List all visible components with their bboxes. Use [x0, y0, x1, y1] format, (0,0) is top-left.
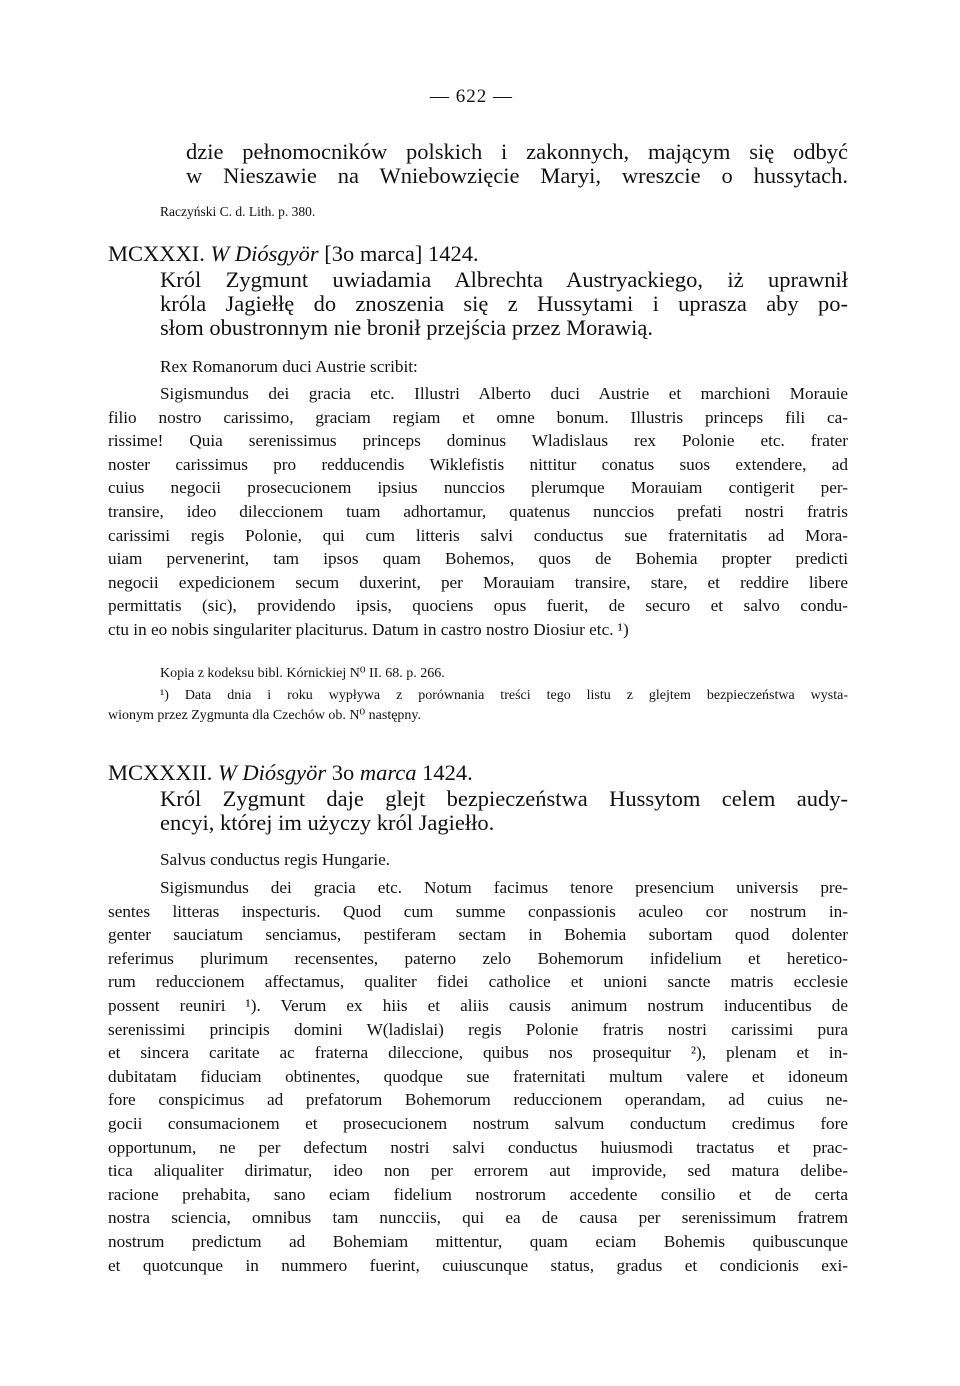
doc2-year: 1424.	[422, 760, 473, 785]
doc2-heading	[108, 761, 473, 785]
doc2-text-line: sentes litteras inspecturis. Quod cum summe conpassionis aculeo cor nostrum in-	[108, 901, 848, 921]
page-number: — 622 —	[430, 86, 513, 107]
doc1-text	[108, 382, 848, 642]
doc2-date: 3o	[331, 760, 355, 785]
doc1-text-line: noster carissimus pro redducendis Wiklefistis nittitur conatus suos extendere, ad	[108, 454, 848, 474]
footnote-line: ¹) Data dnia i roku wypływa z porównania treści tego listu z glejtem bezpieczeństwa wysta-	[160, 688, 848, 703]
doc2-text-line: referimus plurimum recensentes, paterno zelo Bohemorum infidelium et heretico-	[108, 948, 848, 968]
doc1-footnote	[108, 686, 848, 726]
doc2-summary	[160, 787, 848, 835]
doc2-text-line: genter sauciatum senciamus, pestiferam sectam in Bohemia subortam quod dolenter	[108, 925, 848, 945]
doc1-text-line: carissimi regis Polonie, qui cum litteris salvi conductus sue fraternitatis ad Mora-	[108, 525, 848, 545]
doc2-text-line: tica aliqualiter dirimatur, ideo non per errorem aut improvide, sed matura delibe-	[108, 1161, 848, 1181]
doc2-summary-line: encyi, której im użyczy król Jagiełło.	[160, 810, 495, 835]
doc2-summary-line: Król Zygmunt daje glejt bezpieczeństwa Hussytom celem audy-	[160, 786, 848, 811]
doc2-text-line: et sincera caritate ac fraterna dileccione, quibus nos prosequitur ²), plenam et in-	[108, 1043, 848, 1063]
intro-line: w Nieszawie na Wniebowzięcie Maryi, wreszcie o hussytach.	[186, 163, 848, 188]
doc1-text-line: rissime! Quia serenissimus princeps dominus Wladislaus rex Polonie etc. frater	[108, 431, 848, 451]
doc2-text-line: serenissimi principis domini W(ladislai) regis Polonie fratris nostri carissimi pura	[108, 1019, 848, 1039]
doc1-rubric: Rex Romanorum duci Austrie scribit:	[160, 357, 418, 376]
doc2-text-line: nostra sciencia, omnibus tam nuncciis, qui ea de causa per serenissimum fratrem	[108, 1208, 848, 1228]
doc2-text-line: fore conspicimus ad prefatorum Bohemorum reduccionem operandam, ad cuius ne-	[108, 1090, 848, 1110]
doc2-text-line: rum reduccionem affectamus, qualiter fidei catholice et unioni sancte matris ecclesie	[108, 972, 848, 992]
doc2-text-line: et quotcunque in nummero fuerint, cuiuscunque status, gradus et condicionis exi-	[108, 1255, 848, 1275]
doc1-summary	[160, 268, 848, 340]
doc2-text-line: opportunum, ne per defectum nostri salvi conductus huiusmodi tractatus et prac-	[108, 1137, 848, 1157]
doc2-text-line: gocii consumacionem et prosecucionem nostrum salvum conductum credimus fore	[108, 1113, 848, 1133]
doc2-place: W Diósgyör	[218, 760, 327, 785]
intro-paragraph	[186, 140, 848, 188]
doc1-heading	[108, 242, 479, 266]
doc2-text-line: Sigismundus dei gracia etc. Notum facimus tenore presencium universis pre-	[160, 878, 848, 897]
intro-line: dzie pełnomocników polskich i zakonnych, mającym się odbyć	[186, 139, 848, 164]
doc1-text-line: transire, ideo dileccionem tuam adhortamur, quatenus nunccios prefati nostri fratris	[108, 501, 848, 521]
doc2-text-line: possent reuniri ¹). Verum ex hiis et aliis causis animum nostrum inducentibus de	[108, 995, 848, 1015]
doc1-text-line: cuius negocii prosecucionem ipsius nunccios plerumque Morauiam contigerit per-	[108, 478, 848, 498]
doc2-number: MCXXXII.	[108, 760, 213, 785]
doc2-rubric: Salvus conductus regis Hungarie.	[160, 850, 391, 869]
doc1-date: [3o marca]	[324, 241, 423, 266]
doc1-summary-line: słom obustronnym nie bronił przejścia przez Morawią.	[160, 315, 653, 340]
footnote-line: wionym przez Zygmunta dla Czechów ob. N⁰ następny.	[108, 708, 422, 723]
doc1-text-line: negocii expedicionem secum duxerint, per Morauiam transire, stare, et reddire libere	[108, 572, 848, 592]
doc1-text-line: ctu in eo nobis singulariter placiturus. Datum in castro nostro Diosiur etc. ¹)	[108, 619, 629, 639]
intro-source: Raczyński C. d. Lith. p. 380.	[160, 204, 316, 219]
doc1-year: 1424.	[427, 241, 479, 266]
doc1-text-line: filio nostro carissimo, graciam regiam et omne bonum. Illustris princeps fili ca-	[108, 407, 848, 427]
doc1-number: MCXXXI.	[108, 241, 205, 266]
doc1-text-line: uiam pervenerint, tam ipsos quam Bohemos, quos de Bohemia propter predicti	[108, 549, 848, 569]
doc2-month: marca	[359, 760, 417, 785]
doc2-text	[108, 876, 848, 1277]
doc1-source: Kopia z kodeksu bibl. Kórnickiej N⁰ II. 68. p. 266.	[160, 666, 445, 681]
doc2-text-line: dubitatam fiduciam obtinentes, quodque sue fraternitati multum valere et idoneum	[108, 1066, 848, 1086]
doc1-summary-line: Król Zygmunt uwiadamia Albrechta Austryackiego, iż uprawnił	[160, 267, 848, 292]
doc1-summary-line: króla Jagiełłę do znoszenia się z Hussytami i uprasza aby po-	[160, 291, 848, 316]
doc2-text-line: nostrum predictum ad Bohemiam mittentur, quam eciam Bohemis quibuscunque	[108, 1231, 848, 1251]
doc1-text-line: permittatis (sic), providendo ipsis, quociens opus fuerit, de securo et salvo condu-	[108, 596, 848, 616]
doc1-place: W Diósgyör	[210, 241, 319, 266]
doc2-text-line: racione prehabita, sano eciam fidelium nostrorum accedente consilio et de certa	[108, 1184, 848, 1204]
doc1-text-line: Sigismundus dei gracia etc. Illustri Alberto duci Austrie et marchioni Morauie	[160, 384, 848, 403]
